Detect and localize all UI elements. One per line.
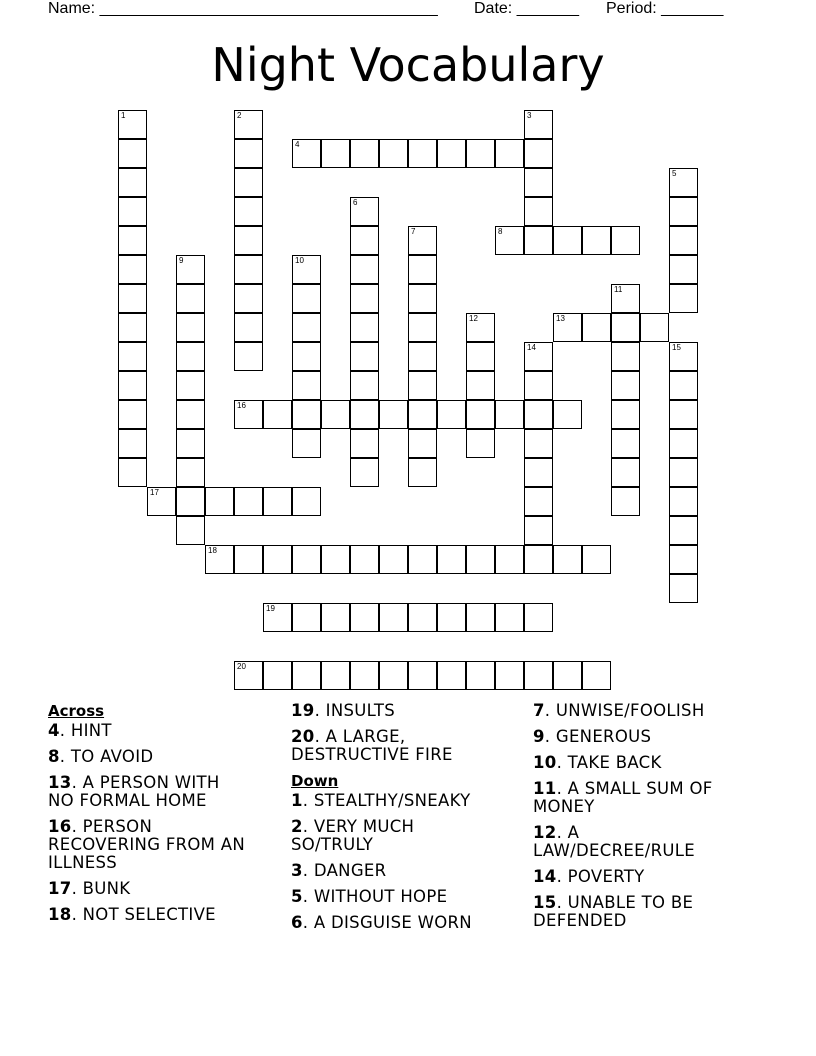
crossword-cell[interactable] [205, 545, 234, 574]
crossword-cell[interactable] [582, 661, 611, 690]
crossword-cell[interactable] [582, 545, 611, 574]
clue-across-17: 17. BUNK [48, 879, 131, 898]
crossword-cell[interactable] [466, 429, 495, 458]
crossword-cell[interactable] [350, 603, 379, 632]
clue-down-10: 10. TAKE BACK [533, 753, 662, 772]
crossword-cell[interactable] [669, 255, 698, 284]
clue-number-label: 9 [179, 256, 184, 265]
page-title: Night Vocabulary [211, 38, 605, 92]
crossword-cell[interactable] [205, 487, 234, 516]
crossword-cell[interactable] [118, 313, 147, 342]
crossword-cell[interactable] [263, 487, 292, 516]
clue-across-4: 4. HINT [48, 721, 112, 740]
crossword-cell[interactable] [321, 400, 350, 429]
crossword-cell[interactable] [437, 139, 466, 168]
crossword-cell[interactable] [669, 458, 698, 487]
crossword-cell[interactable] [611, 342, 640, 371]
clue-number-label: 15 [672, 343, 681, 352]
crossword-cell[interactable] [234, 342, 263, 371]
crossword-cell[interactable] [524, 110, 553, 139]
crossword-cell[interactable] [611, 284, 640, 313]
crossword-cell[interactable] [350, 661, 379, 690]
period-field[interactable]: Period: _______ [606, 0, 724, 17]
crossword-cell[interactable] [234, 661, 263, 690]
clue-across-13: 13. A PERSON WITH NO FORMAL HOME [48, 773, 220, 810]
clue-down-3: 3. DANGER [291, 861, 387, 880]
crossword-cell[interactable] [437, 661, 466, 690]
crossword-cell[interactable] [553, 661, 582, 690]
crossword-cell[interactable] [350, 197, 379, 226]
clue-down-5: 5. WITHOUT HOPE [291, 887, 448, 906]
crossword-cell[interactable] [611, 400, 640, 429]
crossword-cell[interactable] [350, 545, 379, 574]
clue-down-7: 7. UNWISE/FOOLISH [533, 701, 705, 720]
clue-down-1: 1. STEALTHY/SNEAKY [291, 791, 471, 810]
crossword-cell[interactable] [495, 545, 524, 574]
crossword-cell[interactable] [176, 371, 205, 400]
crossword-cell[interactable] [292, 429, 321, 458]
crossword-cell[interactable] [263, 661, 292, 690]
crossword-cell[interactable] [292, 313, 321, 342]
crossword-cell[interactable] [350, 458, 379, 487]
crossword-cell[interactable] [524, 342, 553, 371]
crossword-cell[interactable] [292, 139, 321, 168]
crossword-cell[interactable] [176, 429, 205, 458]
crossword-cell[interactable] [147, 487, 176, 516]
crossword-cell[interactable] [640, 313, 669, 342]
crossword-cell[interactable] [611, 313, 640, 342]
crossword-cell[interactable] [669, 545, 698, 574]
crossword-cell[interactable] [408, 255, 437, 284]
crossword-cell[interactable] [669, 574, 698, 603]
crossword-cell[interactable] [234, 284, 263, 313]
crossword-cell[interactable] [408, 603, 437, 632]
crossword-cell[interactable] [524, 487, 553, 516]
crossword-cell[interactable] [611, 371, 640, 400]
crossword-cell[interactable] [176, 313, 205, 342]
crossword-cell[interactable] [408, 342, 437, 371]
crossword-cell[interactable] [118, 429, 147, 458]
crossword-cell[interactable] [350, 342, 379, 371]
crossword-cell[interactable] [176, 458, 205, 487]
crossword-cell[interactable] [408, 139, 437, 168]
crossword-cell[interactable] [524, 226, 553, 255]
crossword-cell[interactable] [234, 400, 263, 429]
crossword-cell[interactable] [611, 226, 640, 255]
crossword-cell[interactable] [466, 603, 495, 632]
crossword-cell[interactable] [321, 139, 350, 168]
crossword-cell[interactable] [379, 139, 408, 168]
crossword-cell[interactable] [669, 516, 698, 545]
crossword-cell[interactable] [379, 545, 408, 574]
crossword-cell[interactable] [234, 487, 263, 516]
crossword-cell[interactable] [553, 313, 582, 342]
student-info-header [0, 0, 816, 24]
crossword-cell[interactable] [292, 545, 321, 574]
clue-down-6: 6. A DISGUISE WORN [291, 913, 472, 932]
crossword-cell[interactable] [234, 139, 263, 168]
crossword-cell[interactable] [408, 371, 437, 400]
crossword-cell[interactable] [350, 255, 379, 284]
name-field[interactable]: Name: ______________________________________ [48, 0, 438, 17]
clue-across-16: 16. PERSON RECOVERING FROM AN ILLNESS [48, 817, 245, 872]
clue-number-label: 18 [208, 546, 217, 555]
clue-across-20: 20. A LARGE, DESTRUCTIVE FIRE [291, 727, 453, 764]
crossword-cell[interactable] [118, 342, 147, 371]
crossword-cell[interactable] [408, 284, 437, 313]
crossword-cell[interactable] [524, 400, 553, 429]
crossword-cell[interactable] [524, 429, 553, 458]
crossword-cell[interactable] [234, 255, 263, 284]
clue-across-18: 18. NOT SELECTIVE [48, 905, 216, 924]
clue-column-3 [533, 702, 773, 938]
crossword-cell[interactable] [524, 516, 553, 545]
clue-number-label: 11 [614, 285, 623, 294]
crossword-cell[interactable] [118, 371, 147, 400]
crossword-cell[interactable] [176, 255, 205, 284]
clue-number-label: 8 [498, 227, 503, 236]
crossword-cell[interactable] [611, 487, 640, 516]
crossword-cell[interactable] [234, 168, 263, 197]
clue-number-label: 2 [237, 111, 242, 120]
crossword-cell[interactable] [466, 400, 495, 429]
crossword-cell[interactable] [466, 139, 495, 168]
clue-number-label: 6 [353, 198, 358, 207]
crossword-cell[interactable] [524, 139, 553, 168]
crossword-cell[interactable] [466, 313, 495, 342]
crossword-cell[interactable] [379, 400, 408, 429]
clue-number-label: 1 [121, 111, 126, 120]
crossword-cell[interactable] [292, 255, 321, 284]
crossword-cell[interactable] [234, 545, 263, 574]
crossword-cell[interactable] [466, 371, 495, 400]
crossword-cell[interactable] [553, 545, 582, 574]
crossword-cell[interactable] [524, 545, 553, 574]
crossword-cell[interactable] [379, 661, 408, 690]
crossword-cell[interactable] [495, 226, 524, 255]
crossword-cell[interactable] [118, 400, 147, 429]
crossword-cell[interactable] [408, 429, 437, 458]
crossword-cell[interactable] [292, 400, 321, 429]
crossword-cell[interactable] [669, 487, 698, 516]
crossword-cell[interactable] [234, 197, 263, 226]
crossword-cell[interactable] [118, 226, 147, 255]
crossword-cell[interactable] [669, 371, 698, 400]
crossword-cell[interactable] [408, 400, 437, 429]
clue-down-14: 14. POVERTY [533, 867, 645, 886]
crossword-cell[interactable] [350, 313, 379, 342]
crossword-cell[interactable] [176, 487, 205, 516]
clue-number-label: 14 [527, 343, 536, 352]
crossword-cell[interactable] [234, 313, 263, 342]
crossword-cell[interactable] [437, 545, 466, 574]
crossword-cell[interactable] [292, 661, 321, 690]
crossword-cell[interactable] [292, 603, 321, 632]
clue-number-label: 5 [672, 169, 677, 178]
clue-number-label: 10 [295, 256, 304, 265]
crossword-cell[interactable] [408, 545, 437, 574]
across-heading: Across [48, 702, 105, 720]
clue-number-label: 4 [295, 140, 300, 149]
crossword-cell[interactable] [466, 661, 495, 690]
crossword-cell[interactable] [524, 661, 553, 690]
crossword-cell[interactable] [321, 545, 350, 574]
clue-down-15: 15. UNABLE TO BE DEFENDED [533, 893, 694, 930]
crossword-cell[interactable] [495, 400, 524, 429]
crossword-cell[interactable] [176, 516, 205, 545]
clue-number-label: 16 [237, 401, 246, 410]
crossword-cell[interactable] [292, 342, 321, 371]
date-field[interactable]: Date: _______ [474, 0, 579, 17]
crossword-cell[interactable] [118, 458, 147, 487]
crossword-cell[interactable] [582, 226, 611, 255]
clue-across-8: 8. TO AVOID [48, 747, 154, 766]
clue-number-label: 20 [237, 662, 246, 671]
crossword-cell[interactable] [408, 313, 437, 342]
clue-number-label: 13 [556, 314, 565, 323]
crossword-cell[interactable] [292, 487, 321, 516]
crossword-cell[interactable] [669, 284, 698, 313]
crossword-cell[interactable] [379, 603, 408, 632]
crossword-cell[interactable] [292, 284, 321, 313]
across-clues-list-a [48, 722, 278, 924]
crossword-cell[interactable] [234, 110, 263, 139]
crossword-cell[interactable] [524, 603, 553, 632]
crossword-cell[interactable] [234, 226, 263, 255]
crossword-cell[interactable] [495, 603, 524, 632]
crossword-cell[interactable] [582, 313, 611, 342]
crossword-cell[interactable] [350, 139, 379, 168]
crossword-cell[interactable] [321, 661, 350, 690]
down-heading: Down [291, 772, 339, 790]
crossword-cell[interactable] [350, 284, 379, 313]
crossword-cell[interactable] [350, 429, 379, 458]
crossword-cell[interactable] [495, 661, 524, 690]
crossword-cell[interactable] [669, 168, 698, 197]
clue-down-11: 11. A SMALL SUM OF MONEY [533, 779, 713, 816]
crossword-cell[interactable] [611, 429, 640, 458]
crossword-cell[interactable] [118, 197, 147, 226]
crossword-cell[interactable] [669, 226, 698, 255]
clue-column-2 [291, 702, 516, 940]
crossword-cell[interactable] [466, 545, 495, 574]
crossword-cell[interactable] [524, 458, 553, 487]
clue-number-label: 12 [469, 314, 478, 323]
crossword-cell[interactable] [263, 400, 292, 429]
clue-down-2: 2. VERY MUCH SO/TRULY [291, 817, 415, 854]
crossword-cell[interactable] [553, 400, 582, 429]
crossword-cell[interactable] [524, 168, 553, 197]
clue-column-1 [48, 702, 278, 932]
crossword-cell[interactable] [350, 371, 379, 400]
crossword-cell[interactable] [118, 110, 147, 139]
crossword-cell[interactable] [350, 400, 379, 429]
crossword-cell[interactable] [437, 603, 466, 632]
crossword-cell[interactable] [669, 400, 698, 429]
crossword-cell[interactable] [118, 139, 147, 168]
clue-number-label: 3 [527, 111, 532, 120]
crossword-cell[interactable] [669, 429, 698, 458]
clue-across-19: 19. INSULTS [291, 701, 395, 720]
crossword-cell[interactable] [495, 139, 524, 168]
crossword-cell[interactable] [524, 197, 553, 226]
crossword-cell[interactable] [321, 603, 350, 632]
crossword-cell[interactable] [118, 168, 147, 197]
crossword-cell[interactable] [350, 226, 379, 255]
crossword-cell[interactable] [669, 197, 698, 226]
crossword-cell[interactable] [553, 226, 582, 255]
crossword-cell[interactable] [263, 545, 292, 574]
crossword-cell[interactable] [466, 342, 495, 371]
crossword-cell[interactable] [408, 226, 437, 255]
crossword-cell[interactable] [118, 255, 147, 284]
crossword-cell[interactable] [524, 371, 553, 400]
clue-number-label: 19 [266, 604, 275, 613]
clue-number-label: 7 [411, 227, 416, 236]
crossword-cell[interactable] [408, 458, 437, 487]
clue-down-9: 9. GENEROUS [533, 727, 652, 746]
crossword-cell[interactable] [292, 371, 321, 400]
clue-number-label: 17 [150, 488, 159, 497]
clue-down-12: 12. A LAW/DECREE/RULE [533, 823, 696, 860]
crossword-cell[interactable] [176, 400, 205, 429]
crossword-cell[interactable] [176, 342, 205, 371]
crossword-cell[interactable] [118, 284, 147, 313]
crossword-cell[interactable] [263, 603, 292, 632]
crossword-cell[interactable] [437, 400, 466, 429]
crossword-cell[interactable] [611, 458, 640, 487]
crossword-cell[interactable] [408, 661, 437, 690]
crossword-cell[interactable] [669, 342, 698, 371]
crossword-cell[interactable] [176, 284, 205, 313]
